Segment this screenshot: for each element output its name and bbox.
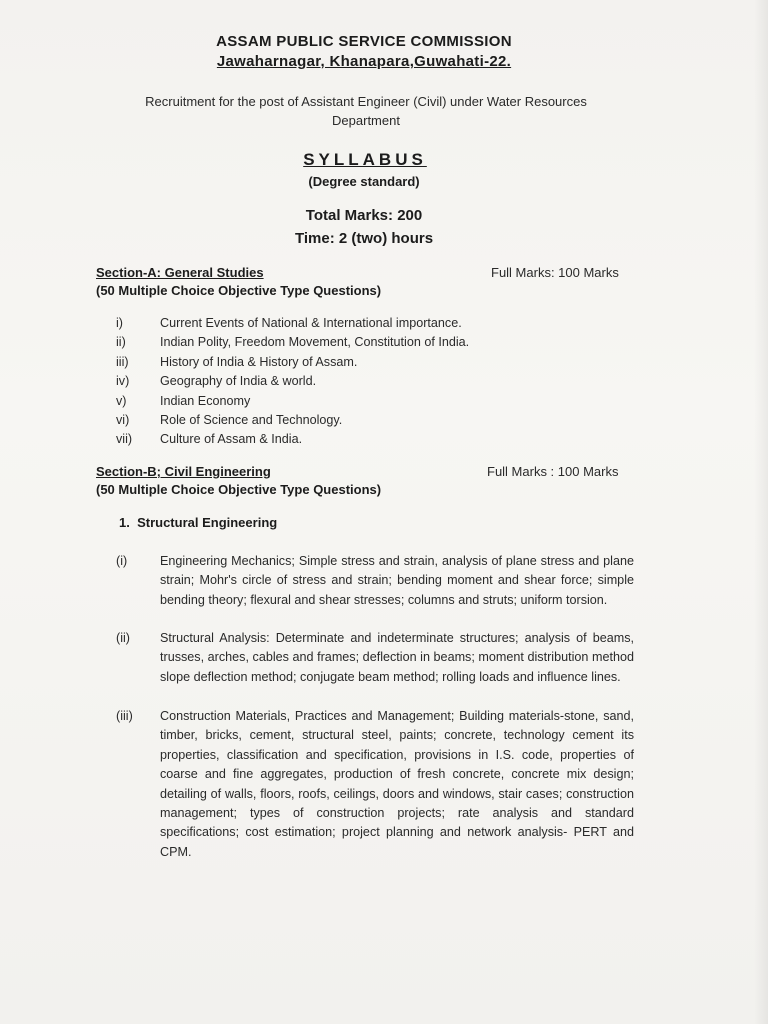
list-item-number: ii) <box>116 335 126 350</box>
recruitment-line: Recruitment for the post of Assistant Engineer (Civil) under Water Resources Department <box>145 94 587 128</box>
section-a-title: Section-A: General Studies <box>96 265 264 280</box>
list-item-number: iii) <box>116 354 129 369</box>
section-b-item-number: (ii) <box>116 631 130 645</box>
section-b-item <box>116 629 636 687</box>
section-b-item-number: (iii) <box>116 709 133 723</box>
list-item-number: vii) <box>116 432 133 447</box>
list-item <box>116 353 636 372</box>
list-item-text: Indian Economy <box>160 393 251 408</box>
org-address: Jawaharnagar, Khanapara,Guwahati-22. <box>216 53 512 70</box>
section-b-title: Section-B; Civil Engineering <box>96 464 271 479</box>
exam-time: Time: 2 (two) hours <box>294 230 434 247</box>
list-item <box>116 430 636 449</box>
list-item-text: History of India & History of Assam. <box>160 354 358 369</box>
section-b-item-text: Structural Analysis: Determinate and indeterminate structures; analysis of beams, trusses, arches, cables and frames; deflection in beams; moment distribution method slope deflection method; conjugate beam method; rolling loads and influence lines. <box>160 631 634 684</box>
list-item <box>116 372 636 391</box>
list-item <box>116 411 636 430</box>
list-item-number: i) <box>116 316 123 330</box>
list-item-text: Geography of India & world. <box>160 374 317 389</box>
list-item-text: Indian Polity, Freedom Movement, Constitution of India. <box>160 335 470 350</box>
list-item <box>116 333 636 352</box>
section-b-full-marks: Full Marks : 100 Marks <box>487 464 619 479</box>
list-item <box>116 392 636 411</box>
section-b-item <box>116 707 636 862</box>
scan-edge-shadow <box>754 0 768 1024</box>
list-item-text: Culture of Assam & India. <box>160 432 303 447</box>
syllabus-title-text: SYLLABUS <box>303 150 427 169</box>
section-b-item-number: (i) <box>116 554 128 568</box>
total-marks: Total Marks: 200 <box>305 207 423 224</box>
section-b-item-text: Construction Materials, Practices and Management; Building materials-stone, sand, timber, bricks, cement, structural steel, paints; concrete, technology cement its properties, classification and specification, provisions in I.S. code, properties of coarse and fine aggregates, production of fresh concrete, concrete mix design; detailing of walls, floors, roofs, ceilings, doors and windows, stair cases; construction management; types of construction projects; rate analysis and standard specifications; cost estimation; project planning and network analysis- PERT and CPM. <box>160 709 634 859</box>
section-a-subtitle: (50 Multiple Choice Objective Type Questions) <box>96 283 382 298</box>
org-name: ASSAM PUBLIC SERVICE COMMISSION <box>216 33 512 50</box>
list-item-text: Role of Science and Technology. <box>160 412 343 427</box>
section-a-list <box>116 314 636 450</box>
list-item-text: Current Events of National & International importance. <box>160 316 462 330</box>
list-item-number: iv) <box>116 374 130 389</box>
degree-standard: (Degree standard) <box>308 174 420 189</box>
list-item <box>116 314 636 333</box>
subsection-structural-engineering: 1. Structural Engineering <box>119 515 278 530</box>
section-b-item <box>116 552 636 610</box>
list-item-number: v) <box>116 393 127 408</box>
section-b-item-text: Engineering Mechanics; Simple stress and strain, analysis of plane stress and plane strain; Mohr's circle of stress and strain; bending moment and shear force; simple bending theory; flexural and shear stresses; columns and struts; uniform torsion. <box>160 554 634 607</box>
section-a-full-marks: Full Marks: 100 Marks <box>491 265 619 280</box>
list-item-number: vi) <box>116 412 130 427</box>
syllabus-title <box>0 150 730 170</box>
section-b-subtitle: (50 Multiple Choice Objective Type Questions) <box>96 482 382 497</box>
